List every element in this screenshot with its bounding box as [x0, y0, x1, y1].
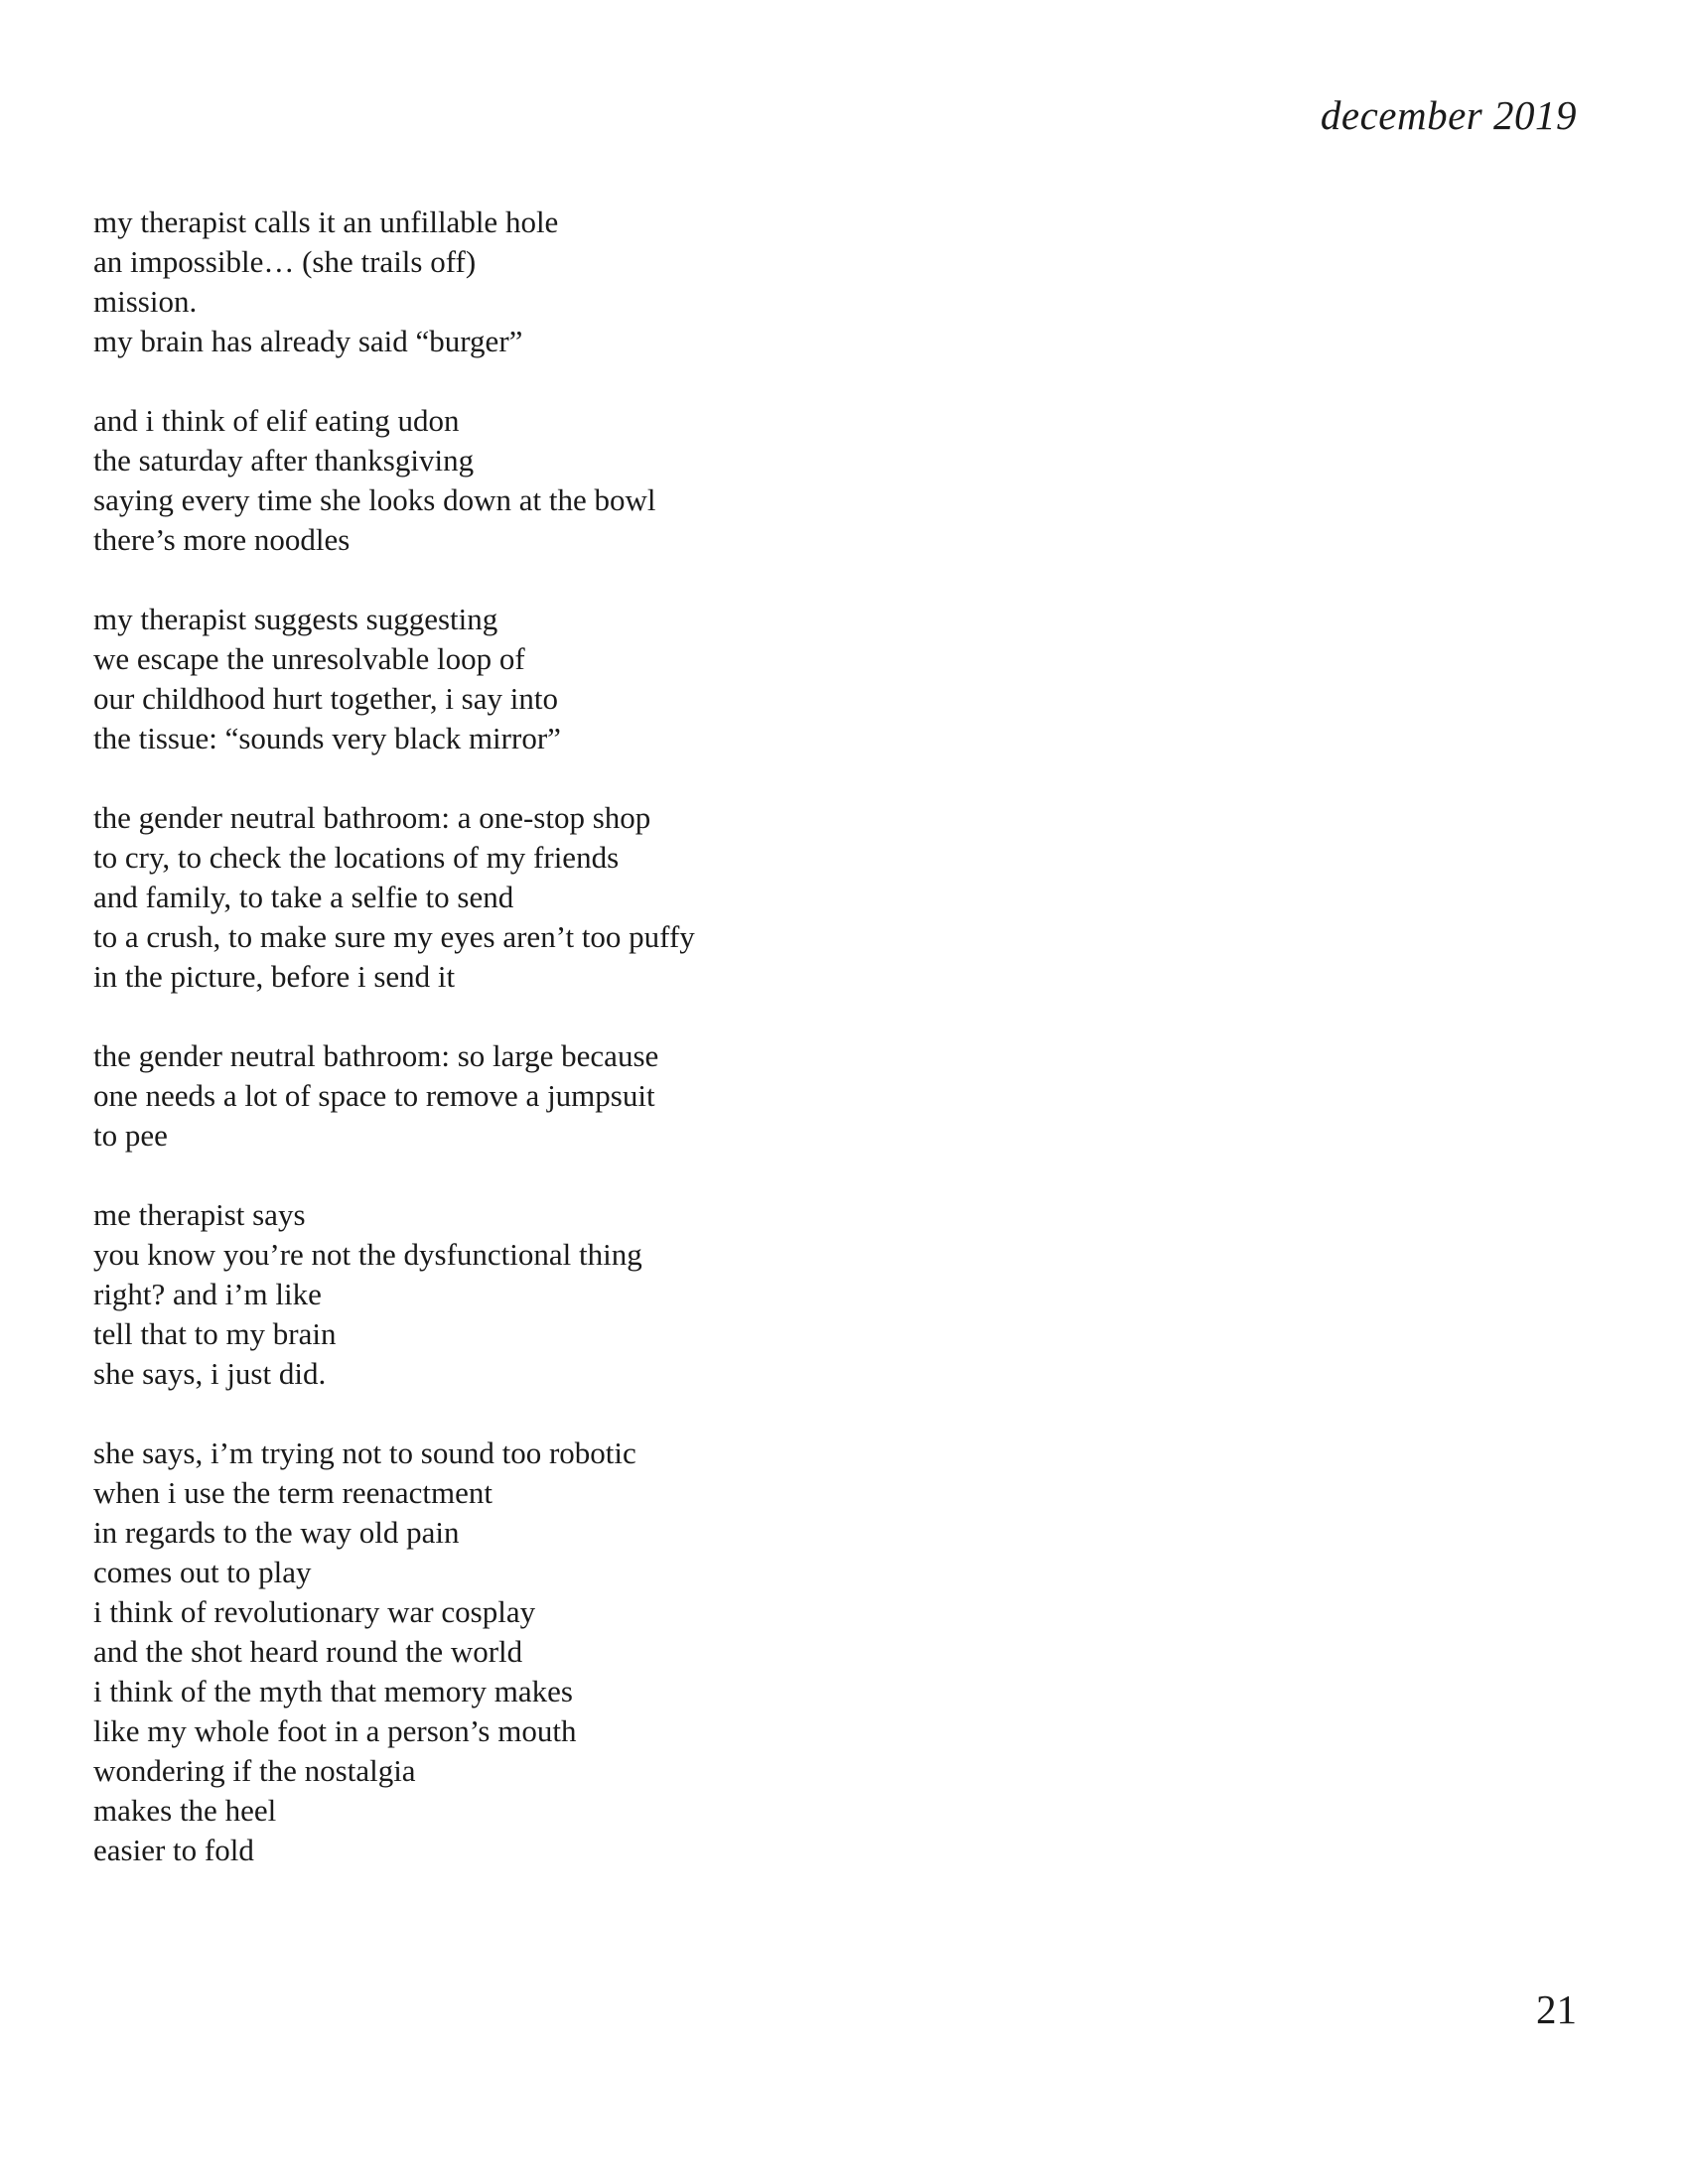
poem-line: and family, to take a selfie to send [93, 880, 514, 914]
poem-line: when i use the term reenactment [93, 1475, 492, 1510]
stanza [93, 1433, 1384, 1870]
poem-line: i think of revolutionary war cosplay [93, 1594, 536, 1629]
poem-line: to a crush, to make sure my eyes aren’t too puffy [93, 919, 695, 954]
poem-line: and i think of elif eating udon [93, 403, 460, 438]
poem-line: we escape the unresolvable loop of [93, 641, 525, 676]
page-number: 21 [1536, 1986, 1577, 2032]
stanza [93, 798, 1384, 997]
page-header-date: december 2019 [1320, 92, 1577, 138]
poem-line: she says, i’m trying not to sound too robotic [93, 1435, 636, 1470]
poem-line: comes out to play [93, 1555, 312, 1589]
poem-line: easier to fold [93, 1833, 254, 1867]
poem-line: the saturday after thanksgiving [93, 443, 475, 478]
poem-line: the gender neutral bathroom: a one-stop shop [93, 800, 651, 835]
stanza [93, 401, 1384, 560]
poem-line: one needs a lot of space to remove a jumpsuit [93, 1078, 655, 1113]
poem-line: tell that to my brain [93, 1316, 337, 1351]
poem-line: you know you’re not the dysfunctional thing [93, 1237, 642, 1272]
poem-line: the tissue: “sounds very black mirror” [93, 721, 561, 755]
poem-line: my therapist suggests suggesting [93, 602, 498, 636]
stanza [93, 203, 1384, 361]
poem-line: an impossible… (she trails off) [93, 244, 477, 279]
stanza [93, 600, 1384, 758]
poem-line: wondering if the nostalgia [93, 1753, 416, 1788]
poem-line: the gender neutral bathroom: so large because [93, 1038, 659, 1073]
poem-line: like my whole foot in a person’s mouth [93, 1713, 577, 1748]
poem-line: saying every time she looks down at the bowl [93, 482, 656, 517]
poem-line: and the shot heard round the world [93, 1634, 523, 1669]
poem-line: my brain has already said “burger” [93, 324, 523, 358]
poem-line: there’s more noodles [93, 522, 351, 557]
poem-line: to cry, to check the locations of my friends [93, 840, 620, 875]
poem-line: mission. [93, 284, 198, 319]
poem-body [93, 203, 1384, 1870]
poem-line: in the picture, before i send it [93, 959, 456, 994]
poem-line: our childhood hurt together, i say into [93, 681, 558, 716]
poem-line: to pee [93, 1118, 168, 1153]
poem-line: me therapist says [93, 1197, 306, 1232]
poem-line: in regards to the way old pain [93, 1515, 460, 1550]
poem-line: she says, i just did. [93, 1356, 327, 1391]
poem-line: makes the heel [93, 1793, 277, 1828]
poem-line: i think of the myth that memory makes [93, 1674, 573, 1708]
poem-line: right? and i’m like [93, 1277, 322, 1311]
stanza [93, 1036, 1384, 1156]
poem-line: my therapist calls it an unfillable hole [93, 205, 559, 239]
stanza [93, 1195, 1384, 1394]
